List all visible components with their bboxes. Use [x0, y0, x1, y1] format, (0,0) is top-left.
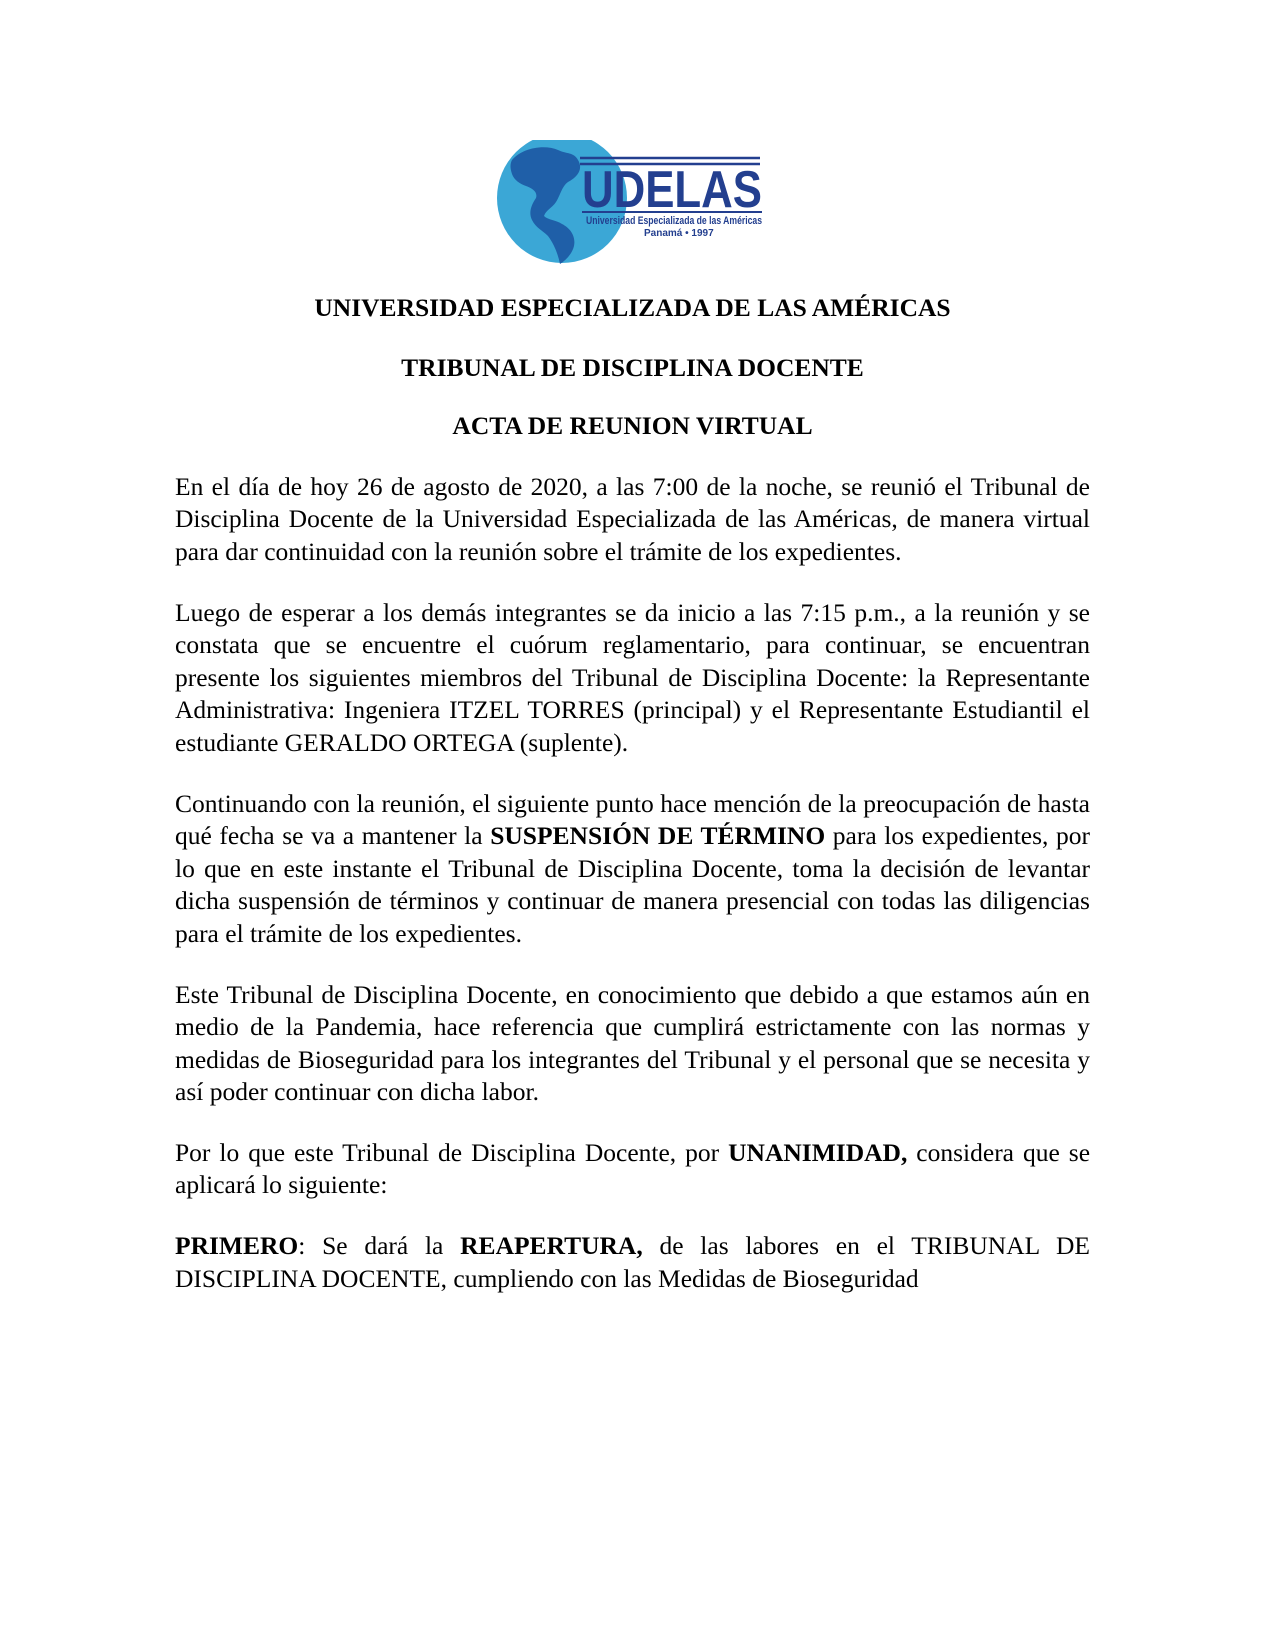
- reapertura-bold: REAPERTURA,: [460, 1231, 643, 1261]
- udelas-logo: [492, 140, 782, 270]
- udelas-wordmark: UDELAS: [582, 161, 762, 219]
- primero-label: PRIMERO: [175, 1231, 299, 1261]
- tribunal-heading: TRIBUNAL DE DISCIPLINA DOCENTE: [401, 352, 864, 382]
- suspension-text-a: Continuando con la reunión, el siguiente punto hace mención de la preocupación de hasta qué fecha se va a mantener la: [175, 788, 1090, 851]
- paragraph-unanimity: [175, 1137, 1090, 1202]
- suspension-text-b: para los expedientes, por lo que en este instante el Tribunal de Disciplina Docente, toma la decisión de levantar dicha suspensión de términos y continuar de manera presencial con todas las diligencias para el trámite de los expedientes.: [175, 821, 1090, 948]
- udelas-subtitle: Universidad Especializada de las Américas: [586, 215, 762, 227]
- document-body: [175, 292, 1090, 1323]
- suspension-term-bold: SUSPENSIÓN DE TÉRMINO: [490, 821, 826, 851]
- udelas-logo-graphic: [492, 140, 782, 270]
- unanimity-bold: UNANIMIDAD,: [728, 1137, 908, 1167]
- primero-text-a: : Se dará la: [298, 1231, 461, 1261]
- paragraph-primero: [175, 1230, 1090, 1295]
- udelas-tagline: Panamá • 1997: [644, 228, 714, 239]
- paragraph-suspension: [175, 788, 1090, 951]
- unanimity-text-b: considera que se aplicará lo siguiente:: [175, 1137, 1091, 1200]
- document-title: ACTA DE REUNION VIRTUAL: [452, 411, 813, 441]
- university-heading: UNIVERSIDAD ESPECIALIZADA DE LAS AMÉRICAS: [314, 293, 951, 322]
- primero-text-b: de las labores en el TRIBUNAL DE DISCIPLINA DOCENTE, cumpliendo con las Medidas de Bioseguridad: [175, 1231, 1090, 1293]
- paragraph-biosecurity: Este Tribunal de Disciplina Docente, en conocimiento que debido a que estamos aún en medio de la Pandemia, hace referencia que cumplirá estrictamente con las normas y medidas de Bioseguridad para los integrantes del Tribunal y el personal que se necesita y así poder continuar con dicha labor.: [175, 979, 1090, 1107]
- paragraph-meeting-opening: En el día de hoy 26 de agosto de 2020, a las 7:00 de la noche, se reunió el Tribunal de Disciplina Docente de la Universidad Especializada de las Américas, de manera virtual para dar continuidad con la reunión sobre el trámite de los expedientes.: [175, 471, 1090, 566]
- unanimity-text-a: Por lo que este Tribunal de Disciplina Docente, por: [175, 1137, 729, 1167]
- paragraph-attendance: Luego de esperar a los demás integrantes se da inicio a las 7:15 p.m., a la reunión y se constata que se encuentre el cuórum reglamentario, para continuar, se encuentran presente los siguientes miembros del Tribunal de Disciplina Docente: la Representante Administrativa: Ingeniera ITZEL TORRES (principal) y el Representante Estudiantil el estudiante GERALDO ORTEGA (suplente).: [175, 597, 1090, 757]
